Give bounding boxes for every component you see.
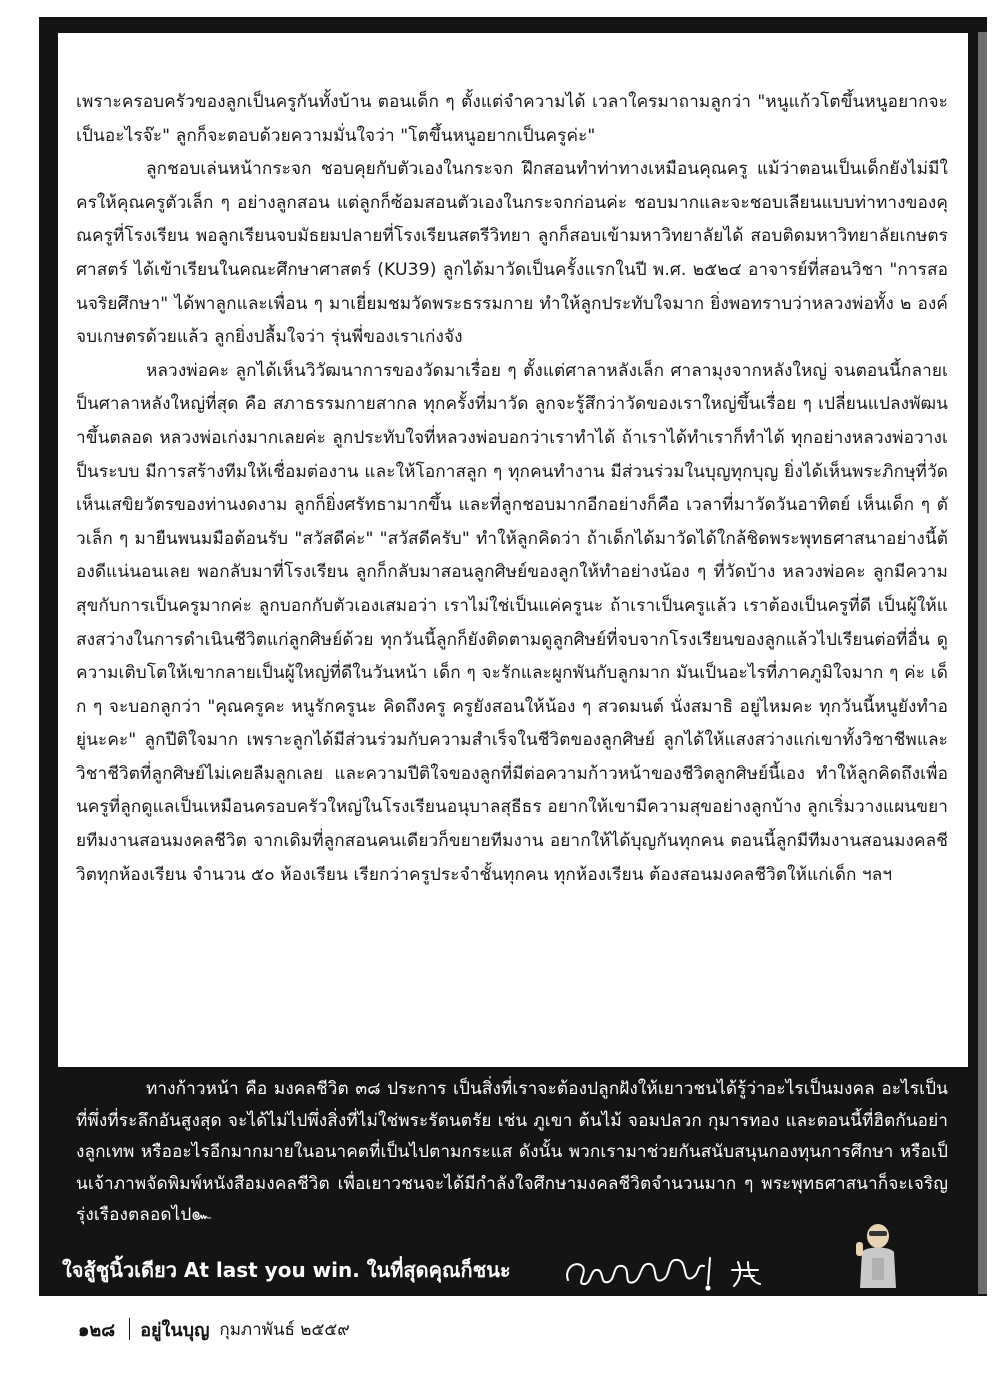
article-paragraph: ลูกชอบเล่นหน้ากระจก ชอบคุยกับตัวเองในกระจก ฝึกสอนทำท่าทางเหมือนคุณครู แม้ว่าตอนเป็นเด็กยังไม่มีใครให้คุณครูตัวเล็ก ๆ อย่างลูกสอน แต่ลูกก็ซ้อมสอนตัวเองในกระจกก่อนค่ะ ชอบมากและจะชอบเลียนแบบท่าทางของคุณครูที่โรงเรียน พอลูกเรียนจบมัธยมปลายที่โรงเรียนสตรีวิทยา ลูกก็สอบเข้ามหาวิทยาลัยได้ สอบติดมหาวิทยาลัยเกษตรศาสตร์ ได้เข้าเรียนในคณะศึกษาศาสตร์ (KU39) ลูกได้มาวัดเป็นครั้งแรกในปี พ.ศ. ๒๕๒๔ อาจารย์ที่สอนวิชา "การสอนจริยศึกษา" ได้พาลูกและเพื่อน ๆ มาเยี่ยมชมวัดพระธรรมกาย ทำให้ลูกประทับใจมาก ยิ่งพอทราบว่าหลวงพ่อทั้ง ๒ องค์จบเกษตรด้วยแล้ว ลูกยิ่งปลื้มใจว่า รุ่นพี่ของเราเก่งจัง bbox=[76, 159, 948, 348]
slogan-text: ใจสู้ชูนิ้วเดียว At last you win. ในที่สุดคุณก็ชนะ bbox=[62, 1258, 511, 1282]
mascot-icon bbox=[852, 1218, 900, 1292]
footer-divider bbox=[129, 1318, 130, 1340]
article-paragraph: เพราะครอบครัวของลูกเป็นครูกันทั้งบ้าน ตอนเด็ก ๆ ตั้งแต่จำความได้ เวลาใครมาถามลูกว่า "หนูแก้วโตขึ้นหนูอยากจะเป็นอะไรจ๊ะ" ลูกก็จะตอบด้วยความมั่นใจว่า "โตขึ้นหนูอยากเป็นครูค่ะ" bbox=[76, 92, 948, 146]
signature-icon bbox=[562, 1250, 772, 1292]
issue-date: กุมภาพันธ์ ๒๕๕๙ bbox=[219, 1319, 350, 1340]
page-number: ๑๒๘ bbox=[78, 1319, 116, 1341]
article-paragraph: หลวงพ่อคะ ลูกได้เห็นวิวัฒนาการของวัดมาเรื่อย ๆ ตั้งแต่ศาลาหลังเล็ก ศาลามุงจากหลังใหญ่ จนตอนนี้กลายเป็นศาลาหลังใหญ่ที่สุด คือ สภาธรรมกายสากล ทุกครั้งที่มาวัด ลูกจะรู้สึกว่าวัดของเราใหญ่ขึ้นเรื่อย ๆ เปลี่ยนแปลงพัฒนาขึ้นตลอด หลวงพ่อเก่งมากเลยค่ะ ลูกประทับใจที่หลวงพ่อบอกว่าเราทำได้ ถ้าเราได้ทำเราก็ทำได้ ทุกอย่างหลวงพ่อวางเป็นระบบ มีการสร้างทีมให้เชื่อมต่องาน และให้โอกาสลูก ๆ ทุกคนทำงาน มีส่วนร่วมในบุญทุกบุญ ยิ่งได้เห็นพระภิกษุที่วัด เห็นเสขิยวัตรของท่านงดงาม ลูกก็ยิ่งศรัทธามากขึ้น และที่ลูกชอบมากอีกอย่างก็คือ เวลาที่มาวัดวันอาทิตย์ เห็นเด็ก ๆ ตัวเล็ก ๆ มายืนพนมมือต้อนรับ "สวัสดีค่ะ" "สวัสดีครับ" ทำให้ลูกคิดว่า ถ้าเด็กได้มาวัดได้ใกล้ชิดพระพุทธศาสนาอย่างนี้ต้องดีแน่นอนเลย พอกลับมาที่โรงเรียน ลูกก็กลับมาสอนลูกศิษย์ของลูกให้ทำอย่างน้อง ๆ ที่วัดบ้าง หลวงพ่อคะ ลูกมีความสุขกับการเป็นครูมากค่ะ ลูกบอกกับตัวเองเสมอว่า เราไม่ใช่เป็นแค่ครูนะ ถ้าเราเป็นครูแล้ว เราต้องเป็นครูที่ดี เป็นผู้ให้แสงสว่างในการดำเนินชีวิตแก่ลูกศิษย์ด้วย ทุกวันนี้ลูกก็ยังติดตามดูลูกศิษย์ที่จบจากโรงเรียนของลูกแล้วไปเรียนต่อที่อื่น ดูความเติบโตให้เขากลายเป็นผู้ใหญ่ที่ดีในวันหน้า เด็ก ๆ จะรักและผูกพันกับลูกมาก มันเป็นอะไรที่ภาคภูมิใจมาก ๆ ค่ะ เด็ก ๆ จะบอกลูกว่า "คุณครูคะ หนูรักครูนะ คิดถึงครู ครูยังสอนให้น้อง ๆ สวดมนต์ นั่งสมาธิ อยู่ไหมคะ ทุกวันนี้หนูยังทำอยู่นะคะ" ลูกปีติใจมาก เพราะลูกได้มีส่วนร่วมกับความสำเร็จในชีวิตของลูกศิษย์ ลูกได้ให้แสงสว่างแก่เขาทั้งวิชาชีพและวิชาชีวิตที่ลูกศิษย์ไม่เคยลืมลูกเลย และความปีติใจของลูกที่มีต่อความก้าวหน้าของชีวิตลูกศิษย์นี้เอง ทำให้ลูกคิดถึงเพื่อนครูที่ลูกดูแลเป็นเหมือนครอบครัวใหญ่ในโรงเรียนอนุบาลสุธีธร อยากให้เขามีความสุขอย่างลูกบ้าง ลูกเริ่มวางแผนขยายทีมงานสอนมงคลชีวิต จากเดิมที่ลูกสอนคนเดียวก็ขยายทีมงาน อยากให้ได้บุญกันทุกคน ตอนนี้ลูกมีทีมงานสอนมงคลชีวิตทุกห้องเรียน จำนวน ๕๐ ห้องเรียน เรียกว่าครูประจำชั้นทุกคน ทุกห้องเรียน ต้องสอนมงคลชีวิตให้แก่เด็ก ฯลฯ bbox=[76, 360, 948, 885]
magazine-name: อยู่ในบุญ bbox=[140, 1319, 210, 1341]
page-footer bbox=[78, 1313, 350, 1345]
article-body bbox=[76, 86, 948, 892]
closing-paragraph: ทางก้าวหน้า คือ มงคลชีวิต ๓๘ ประการ เป็นสิ่งที่เราจะต้องปลูกฝังให้เยาวชนได้รู้ว่าอะไรเป็นมงคล อะไรเป็นที่พึ่งที่ระลึกอันสูงสุด จะได้ไม่ไปพึ่งสิ่งที่ไม่ใช่พระรัตนตรัย เช่น ภูเขา ต้นไม้ จอมปลวก กุมารทอง และตอนนี้ที่ฮิตกันอย่างลูกเทพ หรืออะไรอีกมากมายในอนาคตที่เป็นไปตามกระแส ดังนั้น พวกเรามาช่วยกันสนับสนุนกองทุนการศึกษา หรือเป็นเจ้าภาพจัดพิมพ์หนังสือมงคลชีวิต เพื่อเยาวชนจะได้มีกำลังใจศึกษามงคลชีวิตจำนวนมาก ๆ พระพุทธศาสนาก็จะเจริญรุ่งเรืองตลอดไป๛ bbox=[76, 1079, 948, 1226]
slogan-row bbox=[62, 1250, 962, 1292]
closing-section bbox=[76, 1074, 948, 1232]
frame-edge bbox=[978, 32, 987, 1294]
